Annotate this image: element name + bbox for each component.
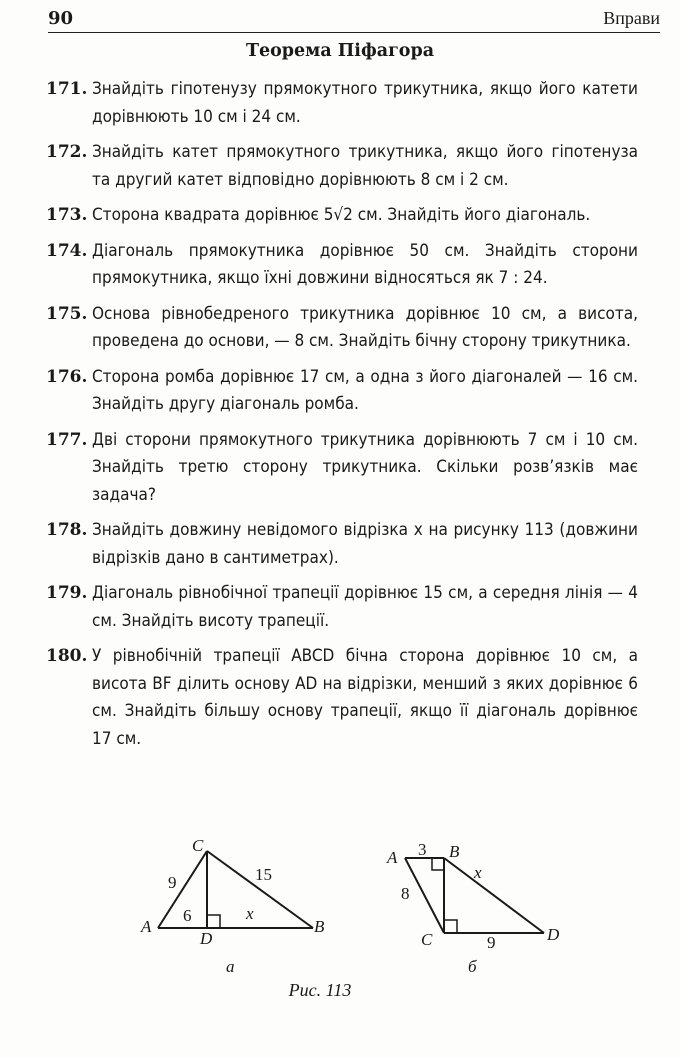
fig-b-side-8: 8 — [401, 884, 410, 903]
fig-a-side-15: 15 — [255, 865, 272, 884]
problem-list — [46, 76, 638, 761]
fig-a-seg-x: x — [246, 904, 254, 923]
right-angle-mark-C — [444, 920, 457, 933]
fig-a-label-D: D — [200, 929, 213, 948]
segment-CB — [207, 851, 313, 928]
segment-BD — [444, 858, 544, 933]
fig-b-sublabel: б — [468, 957, 477, 976]
section-title: Теорема Піфагора — [245, 41, 435, 61]
problem-179 — [46, 580, 638, 635]
problem-177 — [46, 427, 638, 510]
problem-178 — [46, 517, 638, 572]
problem-number: 173. — [46, 205, 88, 225]
problem-171 — [46, 76, 638, 131]
page-header — [48, 6, 660, 33]
fig-a-sublabel: а — [226, 957, 235, 976]
problem-176 — [46, 364, 638, 419]
figure-caption: Рис. 113 — [288, 980, 352, 1000]
right-angle-mark — [207, 915, 220, 928]
figure-113 — [0, 834, 680, 1004]
fig-a-seg-6: 6 — [183, 906, 192, 925]
problem-number: 176. — [46, 366, 88, 387]
figure-a — [158, 851, 313, 928]
fig-b-label-B: B — [449, 842, 460, 861]
problem-text: Знайдіть катет прямокутного трикутника, якщо його гіпотенуза та другий катет відповідно дорівнюють 8 см і 2 см. — [92, 142, 638, 190]
problem-number: 178. — [46, 520, 88, 540]
fig-b-side-x: x — [474, 863, 482, 882]
section-name: Вправи — [603, 8, 660, 28]
fig-a-side-9: 9 — [168, 873, 177, 892]
problem-number: 175. — [46, 303, 88, 324]
fig-b-label-C: C — [421, 930, 433, 949]
problem-text: Знайдіть гіпотенузу прямокутного трикутника, якщо його катети дорівнюють 10 см і 24 см. — [92, 79, 638, 127]
problem-text: Діагональ прямокутника дорівнює 50 см. Знайдіть сторони прямокутника, якщо їхні довжини відносяться як 7 : 24. — [92, 240, 638, 288]
fig-a-label-B: B — [314, 917, 325, 936]
fig-b-side-9: 9 — [487, 933, 496, 952]
problem-text: У рівнобічній трапеції ABCD бічна сторона дорівнює 10 см, а висота BF ділить основу AD на відрізки, менший з яких дорівнює 6 см. Знайдіть більшу основу трапеції, якщо її діагональ дорівнює 17 см. — [92, 646, 638, 749]
problem-174 — [46, 238, 638, 293]
problem-173 — [46, 202, 638, 230]
fig-b-label-A: A — [387, 848, 398, 867]
problem-number: 174. — [46, 240, 88, 261]
fig-b-side-3: 3 — [418, 840, 427, 859]
problem-180 — [46, 643, 638, 753]
problem-172 — [46, 139, 638, 194]
fig-a-label-C: C — [192, 836, 204, 855]
page-number: 90 — [48, 8, 74, 29]
problem-number: 172. — [46, 142, 88, 162]
right-angle-mark-B — [432, 858, 444, 870]
problem-number: 177. — [46, 429, 88, 450]
problem-number: 180. — [46, 646, 88, 666]
problem-text: Знайдіть довжину невідомого відрізка x на рисунку 113 (довжини відрізків дано в сантиметрах). — [92, 520, 638, 568]
problem-text: Сторона квадрата дорівнює 5√2 см. Знайдіть його діагональ. — [92, 205, 591, 225]
problem-text: Основа рівнобедреного трикутника дорівнює 10 см, а висота, проведена до основи, — 8 см. Знайдіть бічну сторону трикутника. — [92, 303, 638, 351]
fig-a-label-A: A — [141, 917, 152, 936]
problem-175 — [46, 301, 638, 356]
fig-b-label-D: D — [547, 925, 560, 944]
problem-text: Діагональ рівнобічної трапеції дорівнює 15 см, а середня лінія — 4 см. Знайдіть висоту трапеції. — [92, 583, 638, 631]
problem-number: 171. — [46, 79, 88, 99]
problem-number: 179. — [46, 583, 88, 603]
problem-text: Сторона ромба дорівнює 17 см, а одна з його діагоналей — 16 см. Знайдіть другу діагональ ромба. — [92, 366, 638, 414]
problem-text: Дві сторони прямокутного трикутника дорівнюють 7 см і 10 см. Знайдіть третю сторону трикутника. Скільки розв’язків має задача? — [92, 429, 638, 505]
